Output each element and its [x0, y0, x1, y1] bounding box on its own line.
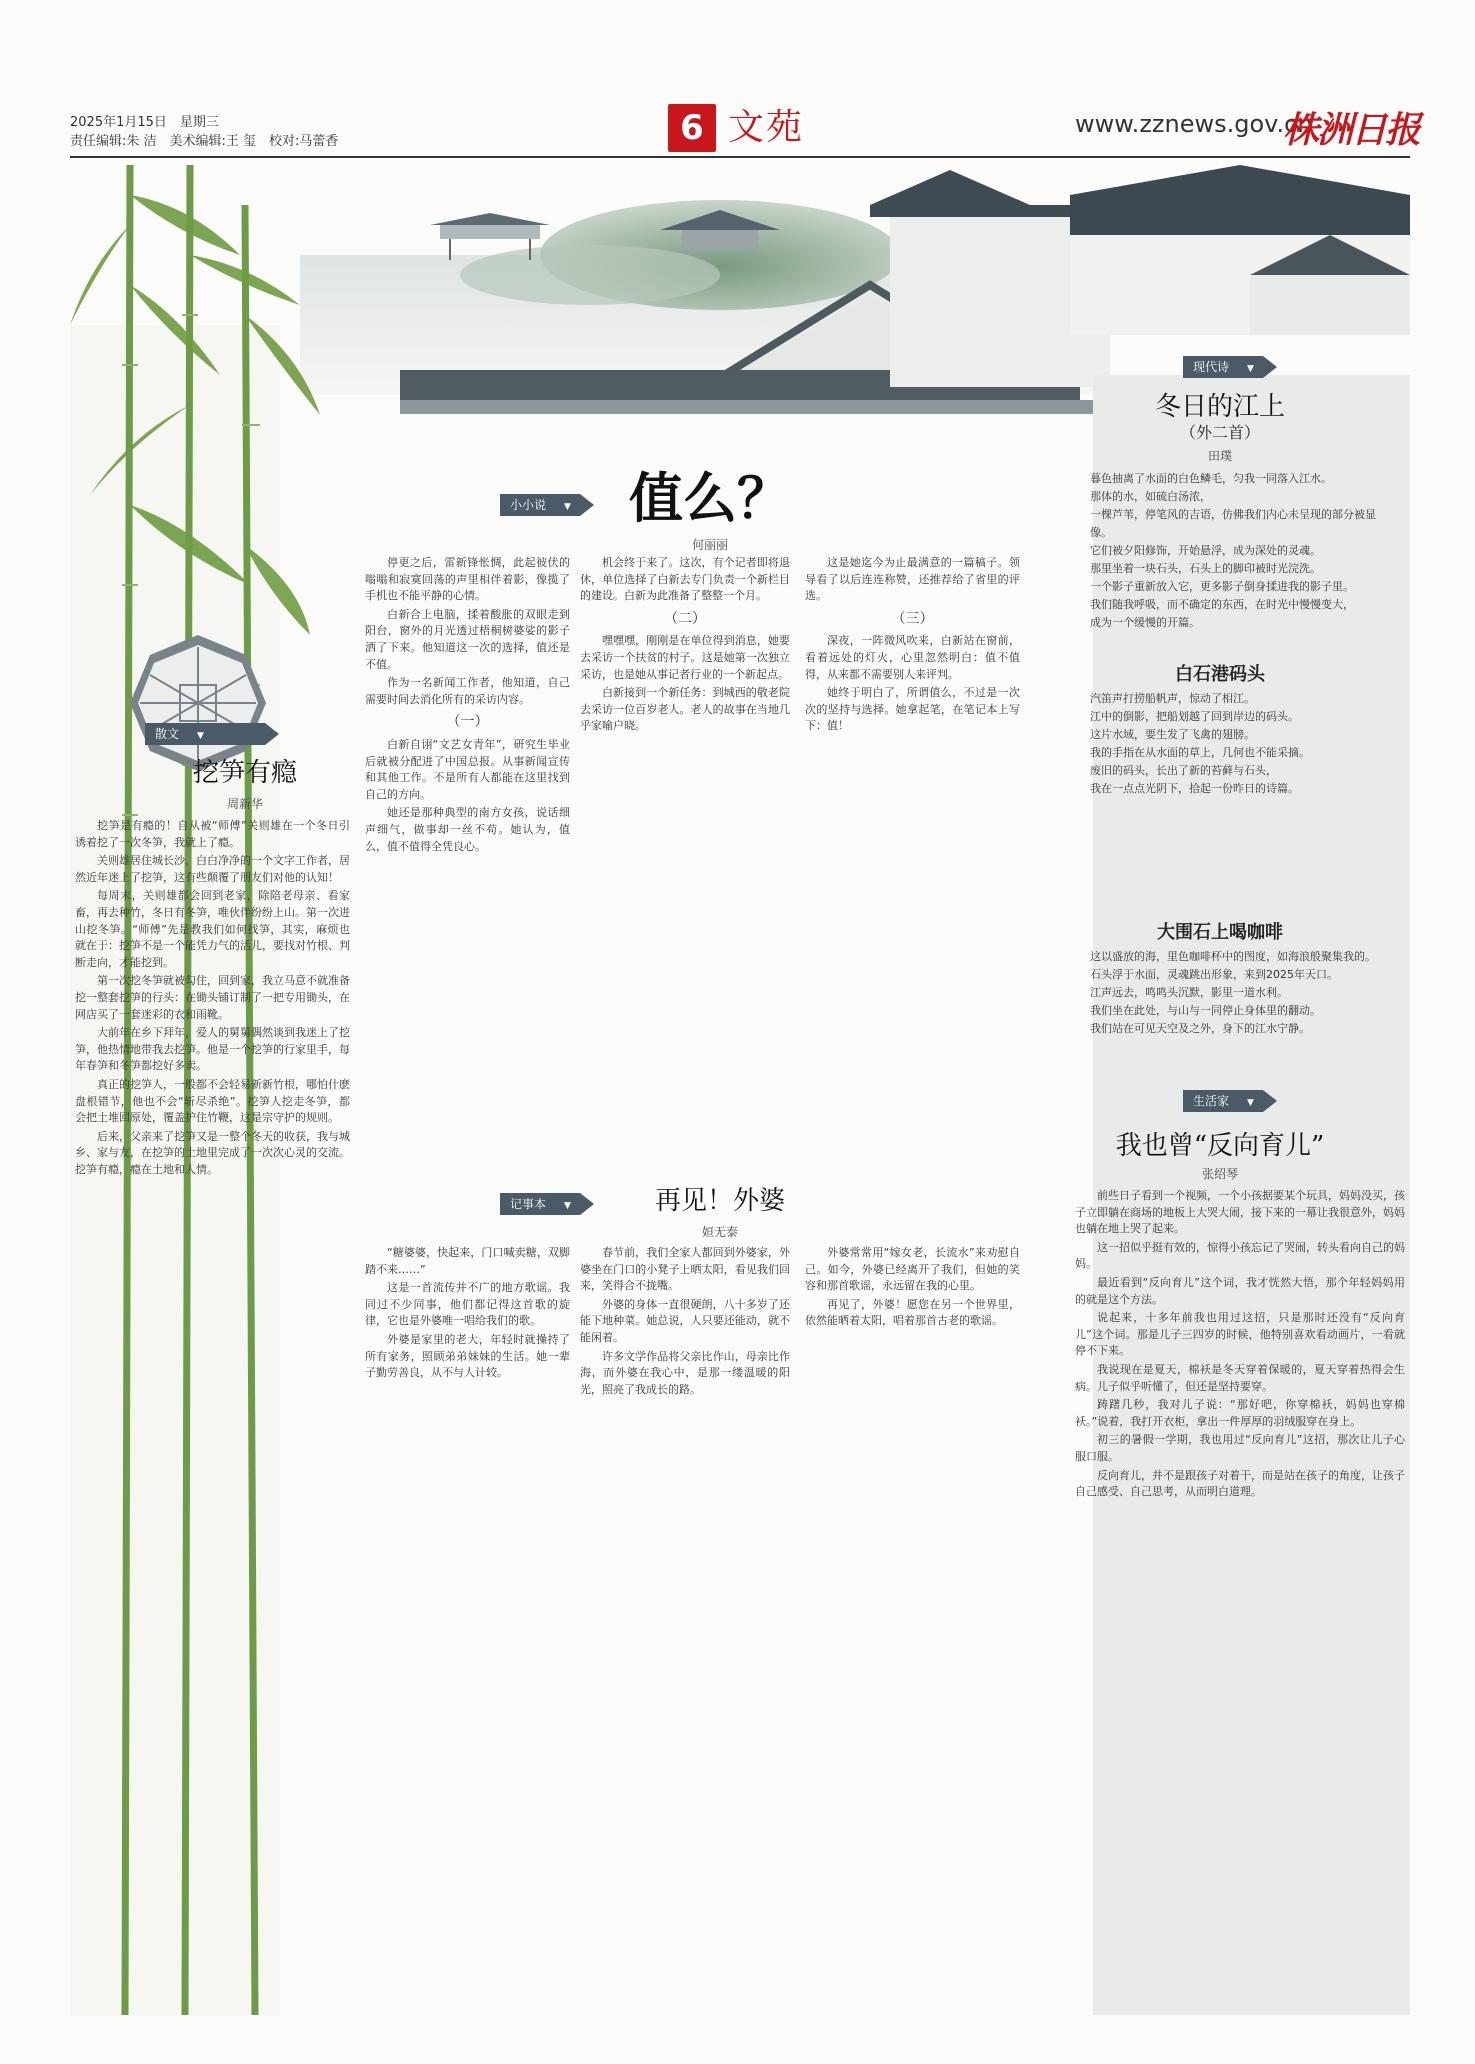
story-paragraph: 机会终于来了。这次，有个记者即将退休，单位选择了白新去专门负责一个新栏目的建设。白新为此准备了整整一个月。: [580, 556, 790, 603]
story-part-one: （一）: [446, 714, 489, 731]
life-paragraph: 前些日子看到一个视频，一个小孩据要某个玩具，妈妈没买，孩子立即躺在商场的地板上大哭大闹，接下来的一幕让我很意外，妈妈也躺在地上哭了起来。: [1075, 1189, 1405, 1236]
essay-tag-label: 散文: [155, 727, 180, 741]
story-paragraph: 白新接到一个新任务：到城西的敬老院去采访一位百岁老人。老人的故事在当地几乎家喻户晓。: [580, 686, 790, 733]
grandma-paragraph: “糖婆婆，快起来，门口喊卖糖，双脚踏不来……”: [365, 1246, 570, 1276]
poem-one-body: [1090, 470, 1390, 632]
poem-author: 田璞: [1207, 449, 1232, 463]
chevron-down-icon: ▼: [197, 731, 204, 741]
story-paragraph: 停更之后，雷新锋怅惆，此起彼伏的嗡嗡和寂寞回荡的声里相伴着影，像揽了手机也不能平静的心情。: [365, 556, 570, 603]
story-col-3: [805, 555, 1020, 1155]
grandma-paragraph: 外婆是家里的老大，年轻时就操持了所有家务，照顾弟弟妹妹的生活。她一辈子勤劳善良，从不与人计较。: [365, 1332, 570, 1380]
story-part-three: （三）: [891, 610, 934, 627]
grandma-tag-label: 记事本: [510, 1197, 547, 1211]
essay-paragraph: 后来，父亲来了挖笋又是一整个冬天的收获，我与城乡、家与友，在挖笋的土地里完成了一次次心灵的交流。挖笋有瘾，瘾在土地和人情。: [75, 1129, 350, 1176]
page-header: [0, 0, 1475, 160]
poem-title: 冬日的江上: [1154, 392, 1285, 422]
story-part-two: （二）: [664, 610, 706, 627]
poem-line: 江中的倒影，把船划越了回到岸边的码头。: [1090, 710, 1299, 723]
poem-line: 我们随我呼吸，而不确定的东西，在时光中慢慢变大，: [1090, 598, 1354, 611]
poem-line: 我们站在可见天空及之外，身下的江水宁静。: [1090, 1022, 1310, 1035]
life-paragraph: 初三的暑假一学期，我也用过“反向育儿”这招，那次让儿子心服口服。: [1075, 1433, 1405, 1463]
poem-line: 汽笛声打捞船帆声，惊动了相江。: [1090, 692, 1255, 705]
essay-paragraph: 大前年在乡下拜年，爱人的舅舅偶然谈到我迷上了挖笋，他热情地带我去挖笋。他是一个挖笋的行家里手，每年春笋和冬笋都挖好多卖。: [75, 1026, 350, 1073]
grandma-tag: [500, 1193, 580, 1215]
grandma-paragraph: 再见了，外婆！愿您在另一个世界里，依然能晒着太阳，唱着那首古老的歌谣。: [805, 1297, 1020, 1328]
life-paragraph: 最近看到“反向育儿”这个词，我才恍然大悟，那个年轻妈妈用的就是这个方法。: [1075, 1275, 1405, 1306]
grandma-title: 再见！外婆: [654, 1186, 785, 1216]
story-paragraph: 这是她迄今为止最满意的一篇稿子。领导看了以后连连称赞，还推荐给了省里的评选。: [805, 556, 1020, 603]
story-paragraph: 她终于明白了，所谓值么，不过是一次次的坚持与选择。她拿起笔，在笔记本上写下：值！: [805, 686, 1020, 733]
poem-line: 我们坐在此处，与山与一同停止身体里的翻动。: [1090, 1004, 1321, 1017]
chevron-down-icon: ▼: [1247, 364, 1254, 374]
chevron-down-icon: ▼: [1247, 1098, 1254, 1108]
essay-paragraph: 挖笋是有瘾的！自从被“师傅”关则雄在一个冬日引诱着挖了一次冬笋，我就上了瘾。: [75, 819, 350, 849]
poem-line: 江声远去，鸣鸣头沉默，影里一道水利。: [1090, 986, 1288, 999]
newspaper-logo: 株洲日报: [1283, 109, 1420, 151]
poem-line: 我在一点点光阴下，拾起一份昨日的诗篇。: [1090, 782, 1299, 795]
story-paragraph: 嘿嘿嘿，刚刚是在单位得到消息，她要去采访一个扶贫的村子。这是她第一次独立采访，也是她从事记者行业的一个新起点。: [580, 634, 790, 681]
story-paragraph: 她还是那种典型的南方女孩，说话细声细气，做事却一丝不苟。她认为，值么，值不值得全凭良心。: [365, 806, 570, 853]
life-tag: [1183, 1090, 1263, 1112]
poem-line: 那里坐着一块石头，石头上的脚印被时光浣洗。: [1090, 562, 1321, 575]
poem-line: 成为一个缓慢的开篇。: [1090, 616, 1200, 629]
life-paragraph: 我说现在是夏天，棉袄是冬天穿着保暖的，夏天穿着热得会生病。儿子似乎听懂了，但还是坚持要穿。: [1075, 1362, 1405, 1393]
poem-tag: [1183, 356, 1263, 378]
poem-line: 石头浮于水面，灵魂跳出形象，来到2025年天口。: [1090, 968, 1338, 981]
essay-tag: [145, 723, 265, 745]
poem-three-body: [1090, 948, 1390, 1038]
grandma-paragraph: 许多文学作品将父亲比作山，母亲比作海，而外婆在我心中，是那一缕温暖的阳光，照亮了我成长的路。: [580, 1349, 790, 1396]
chevron-down-icon: ▼: [564, 502, 571, 512]
life-author: 张绍琴: [1201, 1167, 1238, 1181]
issue-date: 2025年1月15日 星期三: [70, 115, 219, 130]
essay-body: [75, 818, 350, 2013]
life-paragraph: 踌躇几秒，我对儿子说：“那好吧，你穿棉袄，妈妈也穿棉袄。”说着，我打开衣柜，拿出一件厚厚的羽绒服穿在身上。: [1075, 1398, 1405, 1428]
poem-line: 它们被夕阳修饰，开始悬浮，成为深处的灵魂。: [1090, 544, 1321, 557]
life-tag-label: 生活家: [1193, 1094, 1230, 1108]
grandma-paragraph: 春节前，我们全家人都回到外婆家，外婆坐在门口的小凳子上晒太阳，看见我们回来，笑得合不拢嘴。: [580, 1246, 790, 1293]
section-title: 文苑: [728, 107, 805, 148]
story-author: 何丽丽: [691, 538, 728, 552]
story-paragraph: 深夜，一阵微风吹来，白新站在窗前，看着远处的灯火，心里忽然明白：值不值得，从来都不需要别人来评判。: [805, 634, 1020, 681]
poem-subtitle: （外二首）: [1179, 423, 1260, 442]
story-tag: [500, 494, 580, 516]
story-tag-label: 小小说: [510, 498, 547, 512]
grandma-col-2: [580, 1245, 790, 2013]
poem-line: 一个影子重新放入它，更多影子倒身揉进我的影子里。: [1090, 580, 1354, 593]
poem-two-title: 白石港码头: [1175, 664, 1265, 685]
poem-two-body: [1090, 690, 1390, 798]
grandma-col-3: [805, 1245, 1020, 2013]
website-link[interactable]: www.zznews.gov.cn: [1075, 110, 1313, 138]
story-col-2: [580, 555, 790, 1155]
poem-line: 暮色抽离了水面的白色鳞毛，匀我一同落入江水。: [1090, 472, 1332, 485]
poem-tag-label: 现代诗: [1193, 360, 1230, 374]
grandma-author: 姮无泰: [701, 1225, 738, 1239]
story-col-1: [365, 555, 570, 1155]
essay-author: 周新华: [226, 797, 263, 811]
story-paragraph: 白新自诩“文艺女青年”，研究生毕业后就被分配进了中国总报。从事新闻宣传和其他工作。不是所有人都能在这里找到自己的方向。: [365, 737, 570, 801]
chevron-down-icon: ▼: [564, 1201, 571, 1211]
life-body: [1075, 1188, 1405, 2013]
poem-line: 我的手指在从水面的草上，几何也不能采摘。: [1090, 746, 1310, 759]
grandma-paragraph: 外婆常常用“嫁女老，长流水”来劝慰自己。如今，外婆已经离开了我们，但她的笑容和那首歌谣，永远留在我的心里。: [805, 1246, 1020, 1293]
life-title: 我也曾“反向育儿”: [1115, 1131, 1325, 1161]
grandma-paragraph: 这是一首流传并不广的地方歌谣。我同过不少同事，他们都记得这首歌的旋律，它也是外婆唯一唱给我们的歌。: [365, 1281, 570, 1328]
poem-line: 一棵芦苇，停笔风的吉语，仿佛我们内心未呈现的部分被显像。: [1090, 508, 1376, 539]
poem-line: 这以盛放的海，里色咖啡杯中的图度，如海浪般聚集我的。: [1090, 950, 1376, 963]
life-paragraph: 这一招似乎挺有效的，惊得小孩忘记了哭闹，转头看向自己的妈妈。: [1075, 1240, 1405, 1271]
story-title: 值么？: [629, 466, 791, 530]
header-meta: [70, 113, 338, 151]
story-paragraph: 白新合上电脑，揉着酸胀的双眼走到阳台，窗外的月光透过梧桐树婆娑的影子洒了下来。他知道这一次的选择，值还是不值。: [365, 607, 570, 671]
essay-paragraph: 每周末，关则雄都会回到老家，除陪老母亲、看家畜，再去种竹，冬日有冬笋，唯伙伴纷纷上山。第一次进山挖冬笋。“师傅”先是教我们如何找笋，其实，麻烦也就在于：挖笋不是一个能凭力气的活儿，要找对竹根、判断走向，才能挖到。: [75, 889, 350, 969]
essay-paragraph: 真正的挖笋人，一般都不会轻易新新竹根，哪怕什麽盘根错节，他也不会“斩尽杀绝”。挖笋人挖走冬笋，都会把土堆回原处，覆盖护住竹鞭，这是宗守护的规则。: [75, 1077, 350, 1125]
essay-paragraph: 第一次挖冬笋就被勾住，回到家，我立马意不就准备挖一整套挖笋的行头：在锄头铺订制了一把专用锄头，在网店买了一套迷彩的衣和雨靴。: [75, 974, 350, 1021]
essay-title: 挖笋有瘾: [192, 758, 297, 788]
life-paragraph: 说起来，十多年前我也用过这招，只是那时还没有“反向育儿”这个词。那是儿子三四岁的时候，他特别喜欢看动画片，一看就停不下来。: [1075, 1311, 1405, 1358]
poem-line: 那体的水，如硫白汤浓，: [1090, 490, 1211, 503]
grandma-paragraph: 外婆的身体一直很硬朗，八十多岁了还能下地种菜。她总说，人只要还能动，就不能闲着。: [580, 1297, 790, 1344]
poem-line: 这片水域，要生发了飞禽的翅膀。: [1090, 728, 1255, 741]
editor-credits: 责任编辑:朱 洁 美术编辑:王 玺 校对:马蕾香: [70, 134, 339, 149]
header-divider: [70, 156, 1410, 158]
poem-line: 废旧的码头，长出了新的苔藓与石头，: [1090, 764, 1277, 777]
grandma-col-1: [365, 1245, 570, 2013]
life-paragraph: 反向育儿，并不是跟孩子对着干，而是站在孩子的角度，让孩子自己感受、自己思考，从而明白道理。: [1075, 1468, 1405, 1499]
page-number-badge: 6: [668, 104, 716, 152]
poem-three-title: 大围石上喝咖啡: [1157, 922, 1283, 943]
story-paragraph: 作为一名新闻工作者，他知道，自己需要时间去消化所有的采访内容。: [365, 676, 570, 706]
essay-paragraph: 关则雄居住城长沙，白白净净的一个文字工作者，居然近年迷上了挖笋，这有些颠覆了朋友们对他的认知！: [75, 854, 350, 884]
